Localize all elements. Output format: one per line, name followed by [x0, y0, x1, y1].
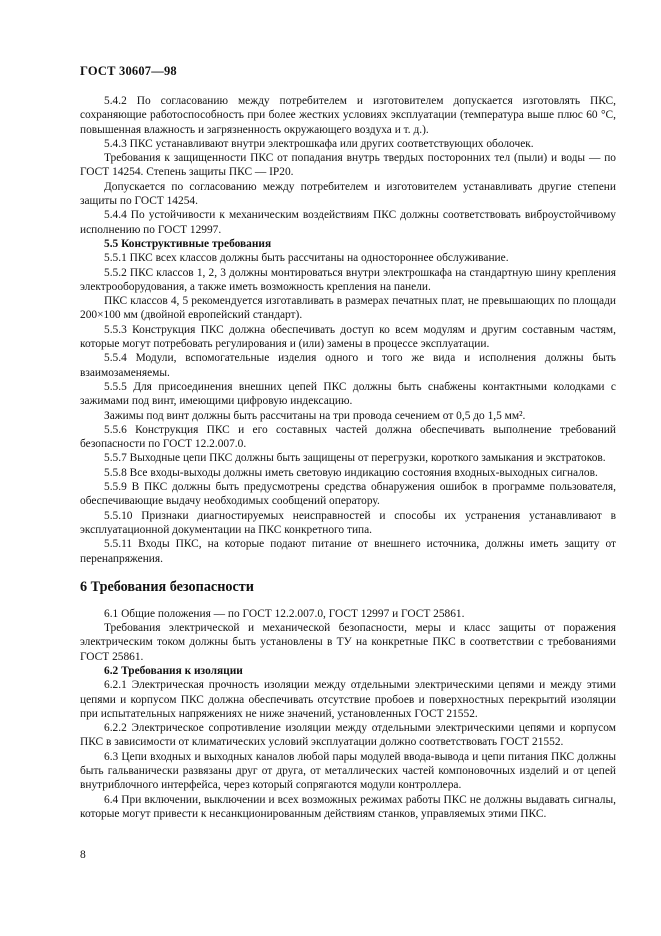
paragraph: 5.5.11 Входы ПКС, на которые подают питание от внешнего источника, должны иметь защиту от перенапряжения. [80, 538, 616, 565]
paragraph: 5.5.7 Выходные цепи ПКС должны быть защищены от перегрузки, короткого замыкания и экстратоков. [104, 452, 606, 465]
paragraph: Зажимы под винт должны быть рассчитаны на три провода сечением от 0,5 до 1,5 мм². [104, 409, 526, 422]
paragraph: 6.4 При включении, выключении и всех возможных режимах работы ПКС не должны выдавать сигналы, которые могут привести к несанкционированным действиям станков, управляемых этими ПКС. [80, 793, 616, 820]
paragraph: Допускается по согласованию между потребителем и изготовителем устанавливать другие степени защиты по ГОСТ 14254. [80, 180, 616, 208]
subsection-heading: 5.5 Конструктивные требования [104, 237, 272, 250]
paragraph: 6.2.2 Электрическое сопротивление изоляции между отдельными электрическими цепями и корпусом ПКС в зависимости от климатических условий эксплуатации должно соответствовать ГОСТ 21552. [80, 722, 616, 749]
paragraph: Требования к защищенности ПКС от попадания внутрь твердых посторонних тел (пыли) и воды — по ГОСТ 14254. Степень защиты ПКС — IP20. [80, 152, 616, 179]
paragraph: 5.5.2 ПКС классов 1, 2, 3 должны монтироваться внутри электрошкафа на стандартную шину крепления электрооборудования, а также иметь возможность крепления на панели. [80, 266, 616, 293]
paragraph: 5.4.2 По согласованию между потребителем и изготовителем допускается изготовлять ПКС, сохраняющие работоспособность при более жестких условиях эксплуатации (температура выше плюс 60 °С, повышенная влажность и загрязненность окружающего воздуха и т. д.). [80, 95, 616, 136]
paragraph: 6.3 Цепи входных и выходных каналов любой пары модулей ввода-вывода и цепи питания ПКС должны быть гальванически развязаны друг от друга, от металлических частей компоновочных изделий и от цепей внутриблочного интерфейса, через который сопрягаются модули контроллера. [80, 750, 616, 792]
paragraph: 6.1 Общие положения — по ГОСТ 12.2.007.0, ГОСТ 12997 и ГОСТ 25861. [104, 607, 465, 620]
paragraph: 5.5.6 Конструкция ПКС и его составных частей должна обеспечивать выполнение требований безопасности по ГОСТ 12.2.007.0. [80, 423, 616, 451]
document-header: ГОСТ 30607—98 [80, 64, 177, 78]
document-body [80, 94, 616, 821]
paragraph: 5.5.8 Все входы-выходы должны иметь световую индикацию состояния входных-выходных сигналов. [104, 466, 598, 479]
paragraph: 5.5.4 Модули, вспомогательные изделия одного и того же вида и исполнения должны быть взаимозаменяемы. [80, 352, 616, 379]
paragraph: 5.4.4 По устойчивости к механическим воздействиям ПКС должны соответствовать виброустойчивому исполнению по ГОСТ 12997. [80, 209, 616, 236]
page-number: 8 [80, 849, 86, 861]
paragraph: 5.5.5 Для присоединения внешних цепей ПКС должны быть снабжены контактными колодками с зажимами под винт, имеющими цифровую индексацию. [80, 380, 616, 408]
paragraph: 5.4.3 ПКС устанавливают внутри электрошкафа или других соответствующих оболочек. [104, 137, 534, 150]
paragraph: 5.5.1 ПКС всех классов должны быть рассчитаны на одностороннее обслуживание. [104, 252, 509, 265]
section-heading: 6 Требования безопасности [80, 578, 254, 595]
subsection-heading: 6.2 Требования к изоляции [104, 664, 243, 677]
paragraph: Требования электрической и механической безопасности, меры и класс защиты от поражения электрическим током должны быть установлены в ТУ на конкретные ПКС в соответствии с требованиями ГОСТ 25861. [80, 622, 616, 663]
paragraph: 5.5.3 Конструкция ПКС должна обеспечивать доступ ко всем модулям и другим составным частям, которые могут потребовать регулирования и (или) замены в процессе эксплуатации. [80, 323, 616, 351]
paragraph: ПКС классов 4, 5 рекомендуется изготавливать в размерах печатных плат, не превышающих по площади 200×100 мм (двойной европейский стандарт). [80, 295, 616, 322]
paragraph: 5.5.10 Признаки диагностируемых неисправностей и способы их устранения устанавливают в эксплуатационной документации на ПКС конкретного типа. [80, 509, 616, 536]
paragraph: 6.2.1 Электрическая прочность изоляции между отдельными электрическими цепями и между этими цепями и корпусом ПКС должна обеспечивать отсутствие пробоев и поверхностных перекрытий изоляции при испытательных напряжениях не ниже значений, установленных ГОСТ 21552. [80, 679, 616, 720]
paragraph: 5.5.9 В ПКС должны быть предусмотрены средства обнаружения ошибок в программе пользователя, обеспечивающие выдачу необходимых сообщений оператору. [80, 481, 616, 508]
